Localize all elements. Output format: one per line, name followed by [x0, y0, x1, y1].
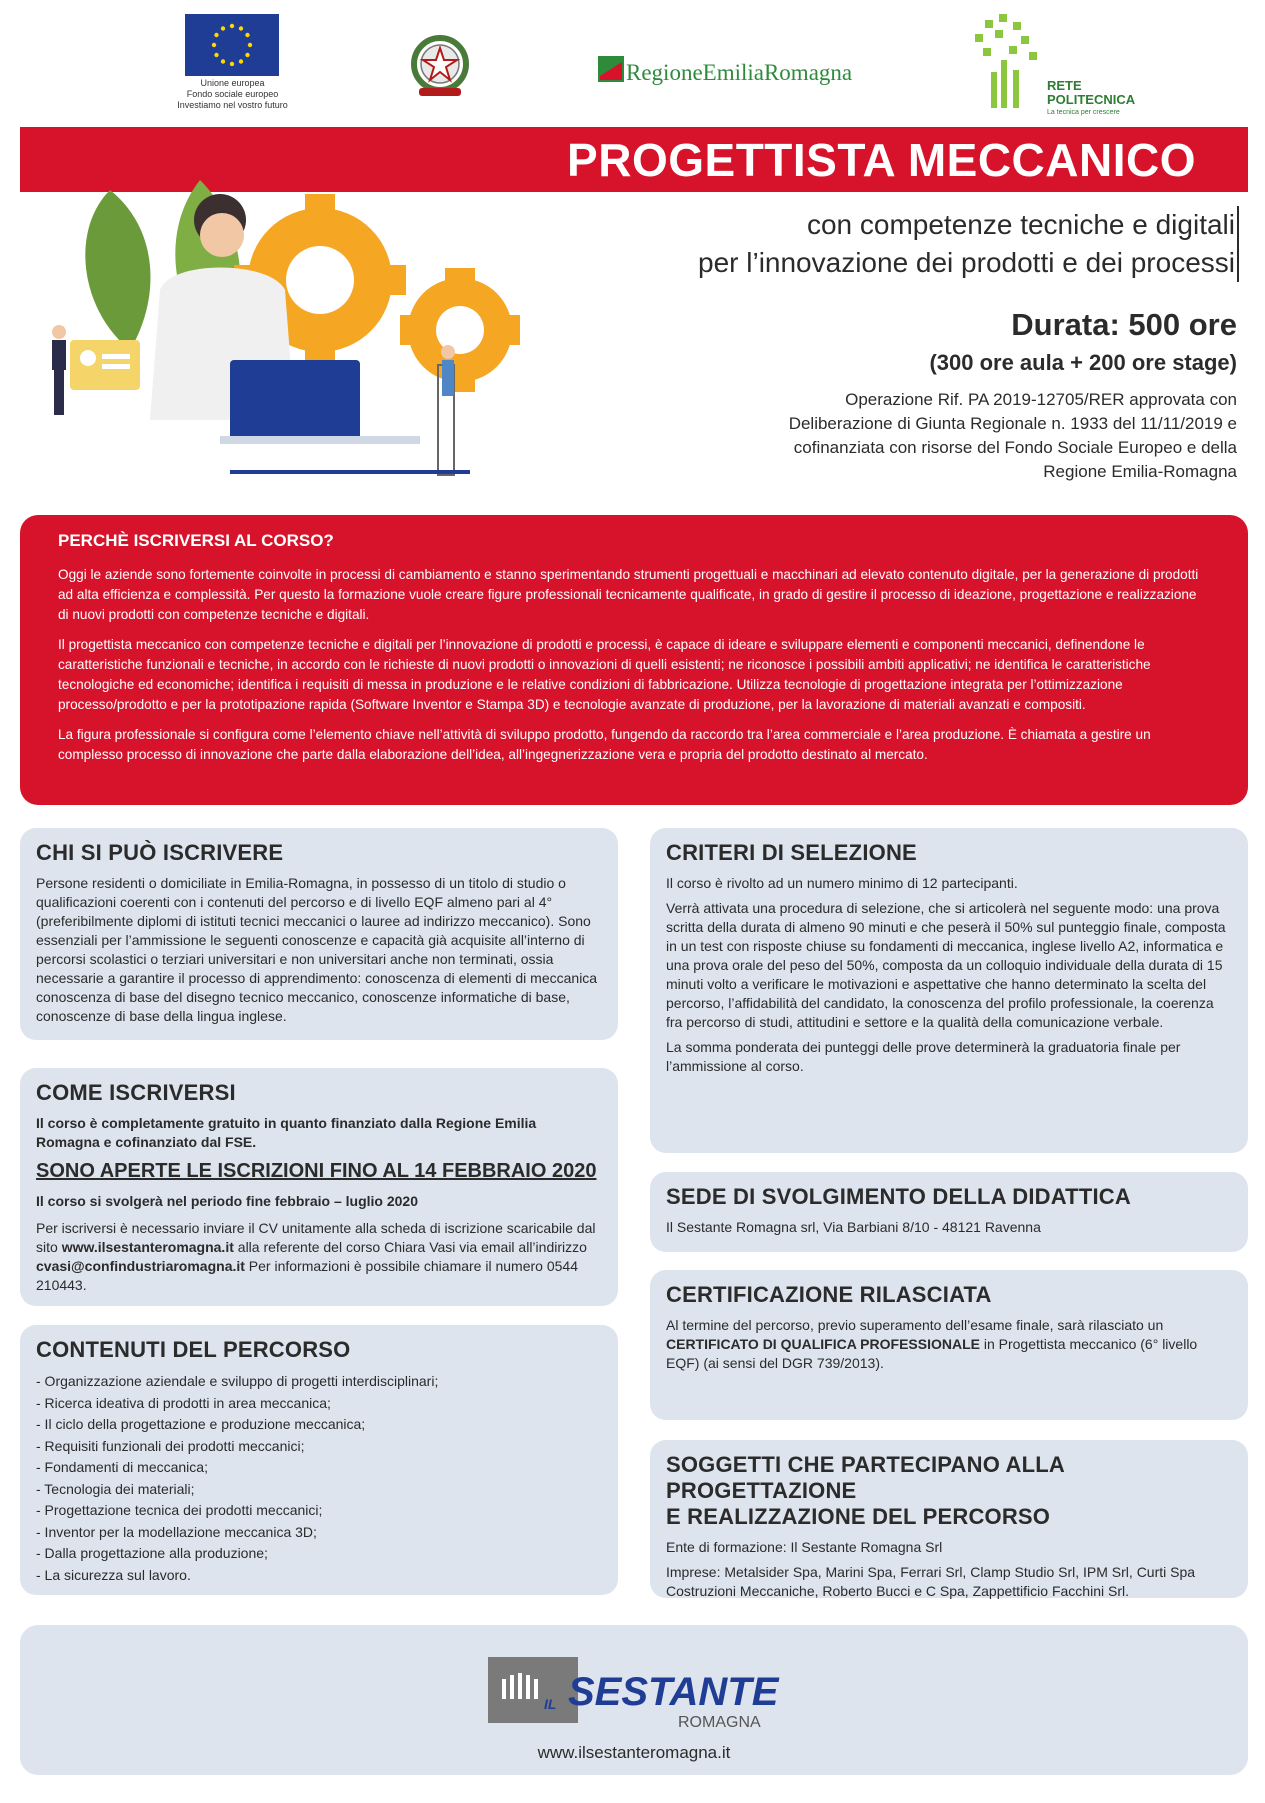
instructions-text: Per informazioni è possibile chiamare il numero 0544 210443.: [36, 1258, 578, 1293]
subtitle-line1: con competenze tecniche e digitali: [806, 209, 1235, 240]
sestante-romagna-logo: [488, 1653, 808, 1733]
who-can-enroll-title: CHI SI PUÒ ISCRIVERE: [36, 840, 284, 865]
partners-title-line: SOGGETTI CHE PARTECIPANO ALLA PROGETTAZIONE: [666, 1452, 1065, 1503]
eu-flag-icon: [185, 14, 279, 76]
certification-text-part: Al termine del percorso, previo superamento dell’esame finale, sarà rilasciato un: [666, 1317, 1164, 1333]
selection-criteria-card: [650, 828, 1248, 1153]
why-enroll-section: [20, 515, 1248, 805]
why-paragraph: Il progettista meccanico con competenze tecniche e digitali per l’innovazione di prodotti e processi, è capace di ideare e sviluppare elementi e componenti meccanici, definendone le caratteristiche funzionali e tecniche, in accordo con le richieste di nuovi prodotti o innovazioni di quelli esistenti; ne riconosce i possibili ambiti applicativi; ne identifica le caratteristiche tecnologiche ed economiche; identifica i requisiti di messa in produzione e le relative condizioni di fabbricazione. Utilizza tecnologie di progettazione integrata per l’ottimizzazione processo/prodotto e per la prototipazione rapida (Software Inventor e Stampa 3D) e tecnologie avanzate di produzione, per la lavorazione di materiali avanzati e compositi.: [58, 637, 1151, 712]
list-item: - Progettazione tecnica dei prodotti meccanici;: [36, 1502, 323, 1518]
certification-card: [650, 1270, 1248, 1420]
logo-il: IL: [544, 1696, 557, 1712]
partners-title: [666, 1452, 1232, 1530]
logo-sub: ROMAGNA: [678, 1714, 761, 1731]
criteria-paragraph: Verrà attivata una procedura di selezione, che si articolerà nel seguente modo: una prova scritta della durata di almeno 90 minuti e che peserà il 50% sul punteggio finale, composta in un test con risposte chiuse su fondamenti di meccanica, inglese livello A2, informatica e una prova orale del peso del 50%, composta da un colloquio individuale della durata di 15 minuti volto a verificare le motivazioni e aspettative che hanno determinato la scelta del percorso, l’affidabilità del candidato, la conoscenza del profilo professionale, la coerenza fra percorso di studi, attitudini e settore e la qualità della comunicazione verbale.: [666, 900, 1226, 1030]
engineer-with-gears-illustration: [50, 160, 550, 495]
regione-logo-text: RegioneEmiliaRomagna: [626, 60, 853, 85]
website-link[interactable]: www.ilsestanteromagna.it: [61, 1239, 234, 1255]
certification-text: [666, 1316, 1232, 1373]
page-title: PROGETTISTA MECCANICO: [567, 134, 1196, 186]
eu-caption-line: Fondo sociale europeo: [186, 89, 279, 99]
list-item: - Fondamenti di meccanica;: [36, 1459, 208, 1475]
duration: Durata: 500 ore: [1011, 307, 1237, 342]
list-item: - Inventor per la modellazione meccanica 3D;: [36, 1523, 317, 1540]
subtitle-line2: per l’innovazione dei prodotti e dei processi: [698, 247, 1235, 278]
list-item: - Il ciclo della progettazione e produzione meccanica;: [36, 1416, 366, 1432]
list-item: - Tecnologia dei materiali;: [36, 1480, 195, 1497]
enrollment-deadline: SONO APERTE LE ISCRIZIONI FINO AL 14 FEBBRAIO 2020: [36, 1160, 597, 1182]
footer-website-link[interactable]: www.ilsestanteromagna.it: [537, 1743, 731, 1762]
rete-line1: RETE: [1047, 78, 1082, 93]
how-to-enroll-card: [20, 1068, 618, 1306]
list-item: - Dalla progettazione alla produzione;: [36, 1545, 268, 1561]
course-contents-title: CONTENUTI DEL PERCORSO: [36, 1337, 351, 1362]
why-paragraph: La figura professionale si configura come l’elemento chiave nell’attività di sviluppo prodotto, fungendo da raccordo tra l’area commerciale e l’area produzione. È chiamata a gestire un complesso processo di innovazione che parte dalla elaborazione dell’idea, all’ingegnerizzazione vera e propria del prodotto destinato al mercato.: [58, 727, 1151, 762]
selection-criteria-title: CRITERI DI SELEZIONE: [666, 840, 917, 865]
regione-emilia-romagna-logo: [598, 50, 858, 90]
footer: [20, 1625, 1248, 1775]
list-item: - Requisiti funzionali dei prodotti meccanici;: [36, 1437, 305, 1454]
partner-companies: Imprese: Metalsider Spa, Marini Spa, Ferrari Srl, Clamp Studio Srl, IPM Srl, Curti Spa Costruzioni Meccaniche, Roberto Bucci e C Spa, Zappettificio Facchini Srl.: [666, 1564, 1196, 1599]
instructions-text: alla referente del corso Chiara Vasi via email all’indirizzo: [233, 1239, 587, 1255]
list-item: - Ricerca ideativa di prodotti in area meccanica;: [36, 1394, 331, 1411]
email-link[interactable]: cvasi@confindustriaromagna.it: [36, 1258, 245, 1274]
partners-card: [650, 1440, 1248, 1598]
eu-caption: [170, 78, 295, 111]
free-course-note: Il corso è completamente gratuito in quanto finanziato dalla Regione Emilia Romagna e cofinanziato dal FSE.: [36, 1115, 537, 1150]
who-can-enroll-text: Persone residenti o domiciliate in Emilia-Romagna, in possesso di un titolo di studio o qualificazioni coerenti con i contenuti del percorso e di livello EQF almeno pari al 4° (preferibilmente diplomi di istituti tecnici meccanici o lauree ad indirizzo meccanico). Sono essenziali per l’ammissione le seguenti conoscenze e capacità già acquisite all’interno di percorsi scolastici o terziari universitari e non universitari anche non terminati, ossia necessarie a garantire il processo di apprendimento: conoscenza di elementi di meccanica conoscenza di base del disegno tecnico meccanico, conoscenze informatiche di base, conoscenze di base della lingua inglese.: [36, 875, 598, 1024]
rete-politecnica-logo: [965, 12, 1136, 120]
course-contents-list: [36, 1371, 602, 1586]
course-period: Il corso si svolgerà nel periodo fine febbraio – luglio 2020: [36, 1193, 418, 1209]
rete-line2: POLITECNICA: [1047, 92, 1136, 107]
subtitle: [698, 206, 1239, 282]
duration-detail: (300 ore aula + 200 ore stage): [929, 350, 1237, 375]
venue-title: SEDE DI SVOLGIMENTO DELLA DIDATTICA: [666, 1184, 1131, 1209]
course-contents-card: [20, 1325, 618, 1595]
italian-republic-emblem-icon: [405, 28, 475, 104]
logo-name: SESTANTE: [568, 1670, 779, 1714]
training-body: Ente di formazione: Il Sestante Romagna Srl: [666, 1539, 943, 1555]
certification-title: CERTIFICAZIONE RILASCIATA: [666, 1282, 992, 1307]
who-can-enroll-card: [20, 828, 618, 1040]
why-enroll-title: PERCHÈ ISCRIVERSI AL CORSO?: [58, 531, 334, 550]
eu-caption-line: Investiamo nel vostro futuro: [177, 100, 288, 110]
enrollment-instructions: [36, 1219, 602, 1295]
partners-title-line: E REALIZZAZIONE DEL PERCORSO: [666, 1504, 1051, 1529]
venue-address: Il Sestante Romagna srl, Via Barbiani 8/10 - 48121 Ravenna: [666, 1219, 1041, 1235]
criteria-paragraph: Il corso è rivolto ad un numero minimo di 12 partecipanti.: [666, 875, 1018, 891]
logo-strip: [0, 10, 1265, 120]
certification-text-part: in Progettista meccanico (6° livello EQF) (ai sensi del DGR 739/2013).: [666, 1336, 1198, 1371]
why-paragraph: Oggi le aziende sono fortemente coinvolte in processi di cambiamento e stanno sperimentando strumenti progettuali e macchinari ad elevato contenuto digitale, per la generazione di prodotti ad alta efficienza e complessità. Per questo la formazione vuole creare figure professionali tecnicamente qualificate, in grado di gestire il processo di ideazione, progettazione e realizzazione di nuovi prodotti con competenze tecniche e digitali.: [58, 567, 1199, 622]
list-item: - La sicurezza sul lavoro.: [36, 1566, 191, 1583]
rete-tagline: La tecnica per crescere: [1047, 109, 1120, 116]
eu-caption-line: Unione europea: [200, 78, 265, 88]
certificate-name: CERTIFICATO DI QUALIFICA PROFESSIONALE: [666, 1336, 980, 1352]
operation-reference: Operazione Rif. PA 2019-12705/RER approvata con Deliberazione di Giunta Regionale n. 1933 del 11/11/2019 e cofinanziata con risorse del Fondo Sociale Europeo e della Regione Emilia-Romagna: [788, 390, 1237, 481]
list-item: - Organizzazione aziendale e sviluppo di progetti interdisciplinari;: [36, 1373, 439, 1389]
instructions-text: Per iscriversi è necessario inviare il CV unitamente alla scheda di iscrizione scaricabile dal sito: [36, 1220, 596, 1255]
criteria-paragraph: La somma ponderata dei punteggi delle prove determinerà la graduatoria finale per l’ammissione al corso.: [666, 1039, 1181, 1074]
venue-card: [650, 1172, 1248, 1252]
how-to-enroll-title: COME ISCRIVERSI: [36, 1080, 236, 1105]
